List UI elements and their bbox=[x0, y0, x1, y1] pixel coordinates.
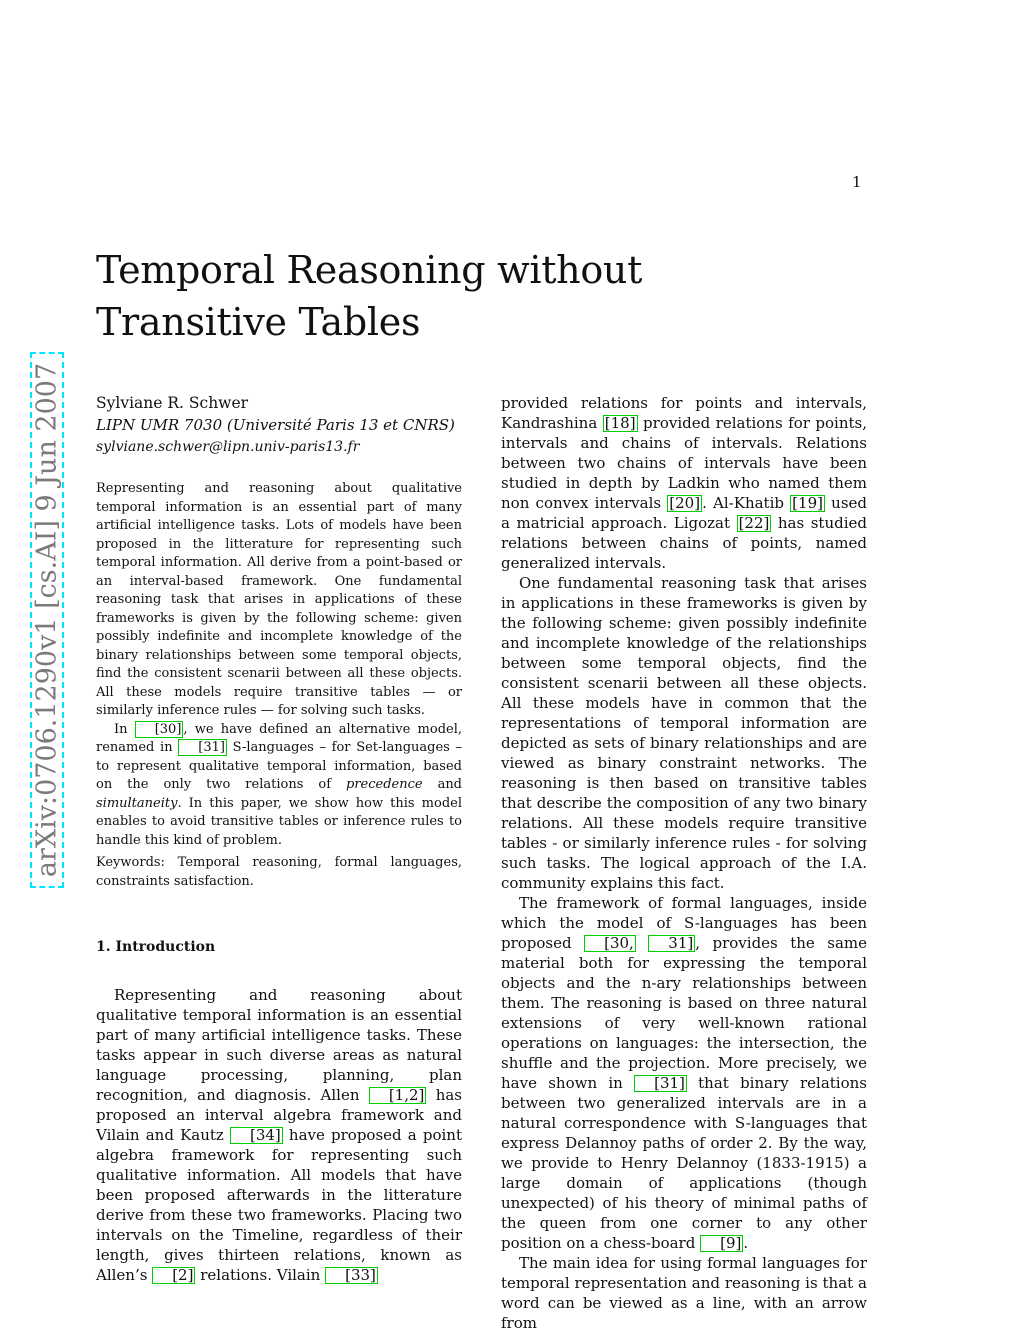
citation-link[interactable]: [31] bbox=[178, 739, 227, 756]
text-run: and bbox=[422, 777, 463, 792]
right-column bbox=[501, 393, 867, 1333]
body-paragraph: The main idea for using formal languages for temporal representation and reasoning is that a word can be viewed as a line, with an arrow from bbox=[501, 1254, 867, 1332]
body-paragraph bbox=[501, 393, 867, 573]
left-column bbox=[96, 392, 462, 1285]
author-affiliation: LIPN UMR 7030 (Université Paris 13 et CNRS) bbox=[96, 416, 455, 434]
section-heading: 1. Introduction bbox=[96, 939, 216, 955]
intro-paragraph bbox=[96, 985, 462, 1285]
text-run: , we have defined an alternative model, renamed in bbox=[96, 721, 462, 755]
text-run: The framework of formal languages, inside which the model of S-languages has been proposed bbox=[501, 894, 867, 952]
text-run: used a matricial approach. Ligozat bbox=[501, 494, 867, 532]
text-run: provided relations for points, intervals and chains of intervals. Relations between two chains of intervals have been studied in depth by Ladkin who named them non convex intervals bbox=[501, 414, 867, 512]
citation-link[interactable]: 31] bbox=[648, 935, 695, 952]
author-email: sylviane.schwer@lipn.univ-paris13.fr bbox=[96, 439, 360, 455]
emphasis: precedence bbox=[346, 777, 423, 792]
text-run: has proposed an interval algebra framework and Vilain and Kautz bbox=[96, 1086, 462, 1144]
arxiv-identifier: arXiv:0706.1290v1 [cs.AI] 9 Jun 2007 bbox=[31, 362, 63, 878]
citation-link[interactable]: [1,2] bbox=[369, 1087, 427, 1104]
text-run: . In this paper, we show how this model enables to avoid transitive tables or inference rules to handle this kind of problem. bbox=[96, 795, 462, 848]
citation-link[interactable]: [22] bbox=[738, 514, 770, 532]
text-run: . Al-Khatib bbox=[702, 494, 791, 512]
citation-link[interactable]: [30, bbox=[584, 935, 636, 952]
text-run: relations. Vilain bbox=[195, 1266, 326, 1284]
author-name: Sylviane R. Schwer bbox=[96, 394, 249, 412]
citation-link[interactable]: [34] bbox=[230, 1127, 283, 1144]
text-run: have proposed a point algebra framework for representing such qualitative information. All models that have been proposed afterwards in the litterature derive from these two frameworks. Placing two intervals on the Timeline, regardless of their length, gives thirteen relations, known as Allen’s bbox=[96, 1126, 462, 1284]
abstract-paragraph-2 bbox=[96, 721, 462, 851]
body-paragraph: One fundamental reasoning task that arises in applications in these frameworks is given by the following scheme: given possibly indefinite and incomplete knowledge of the relationships between some temporal objects, find the consistent scenarii between all these objects. All these models have in common that the representations of temporal information are depicted as sets of binary relationships and are viewed as binary constraint networks. The reasoning is then based on transitive tables that describe the composition of any two binary relations. All these models require transitive tables - or similarly inference rules - for solving such tasks. The logical approach of the I.A. community explains this fact. bbox=[501, 574, 867, 892]
citation-link[interactable]: [20] bbox=[669, 494, 701, 512]
text-run: that binary relations between two generalized intervals are in a natural correspondence with S-languages that express Delannoy paths of order 2. By the way, we provide to Henry Delannoy (1833-1915) a large domain of applications (though unexpected) of his theory of minimal paths of the queen from one corner to any other position on a chess-board bbox=[501, 1074, 867, 1252]
keywords: Keywords: Temporal reasoning, formal languages, constraints satisfaction. bbox=[96, 855, 462, 889]
text-run: In bbox=[114, 721, 135, 737]
citation-link[interactable]: [19] bbox=[792, 494, 823, 512]
text-run: has studied relations between chains of points, named generalized intervals. bbox=[501, 514, 867, 572]
citation-link[interactable]: [31] bbox=[634, 1075, 687, 1092]
citation-link[interactable]: [9] bbox=[700, 1235, 743, 1252]
text-run: . bbox=[743, 1234, 749, 1252]
abstract-paragraph: Representing and reasoning about qualitative temporal information is an essential part of many artificial intelligence tasks. Lots of models have been proposed in the litterature for representing such temporal information. All derive from a point-based or an interval-based framework. One fundamental reasoning task that arises in applications of these frameworks is given by the following scheme: given possibly indefinite and incomplete knowledge of the binary relationships between some temporal objects, find the consistent scenarii between all these objects. All these models require transitive tables — or similarly inference rules — for solving such tasks. bbox=[96, 481, 462, 718]
body-paragraph bbox=[501, 893, 867, 1253]
text-run: , provides the same material both for expressing the temporal objects and the n-ary relationships between them. The reasoning is based on three natural extensions of very well-known rational operations on languages: the intersection, the shuffle and the projection. More precisely, we have shown in bbox=[501, 934, 867, 1092]
text-run: provided relations for points and intervals, Kandrashina bbox=[501, 394, 867, 432]
page-number: 1 bbox=[852, 173, 862, 191]
paper-title: Temporal Reasoning without Transitive Tables bbox=[96, 248, 643, 344]
citation-link[interactable]: [33] bbox=[325, 1267, 378, 1284]
emphasis: simultaneity bbox=[96, 795, 178, 811]
text-run: Representing and reasoning about qualitative temporal information is an essential part of many artificial intelligence tasks. These tasks appear in such diverse areas as natural language processing, planning, plan recognition, and diagnosis. Allen bbox=[96, 986, 462, 1104]
citation-link[interactable]: [30] bbox=[135, 721, 184, 738]
citation-link[interactable]: [2] bbox=[152, 1267, 195, 1284]
text-run: S-languages – for Set-languages – to represent qualitative temporal information, based on the only two relations of bbox=[96, 740, 462, 792]
citation-link[interactable]: [18] bbox=[604, 414, 636, 432]
